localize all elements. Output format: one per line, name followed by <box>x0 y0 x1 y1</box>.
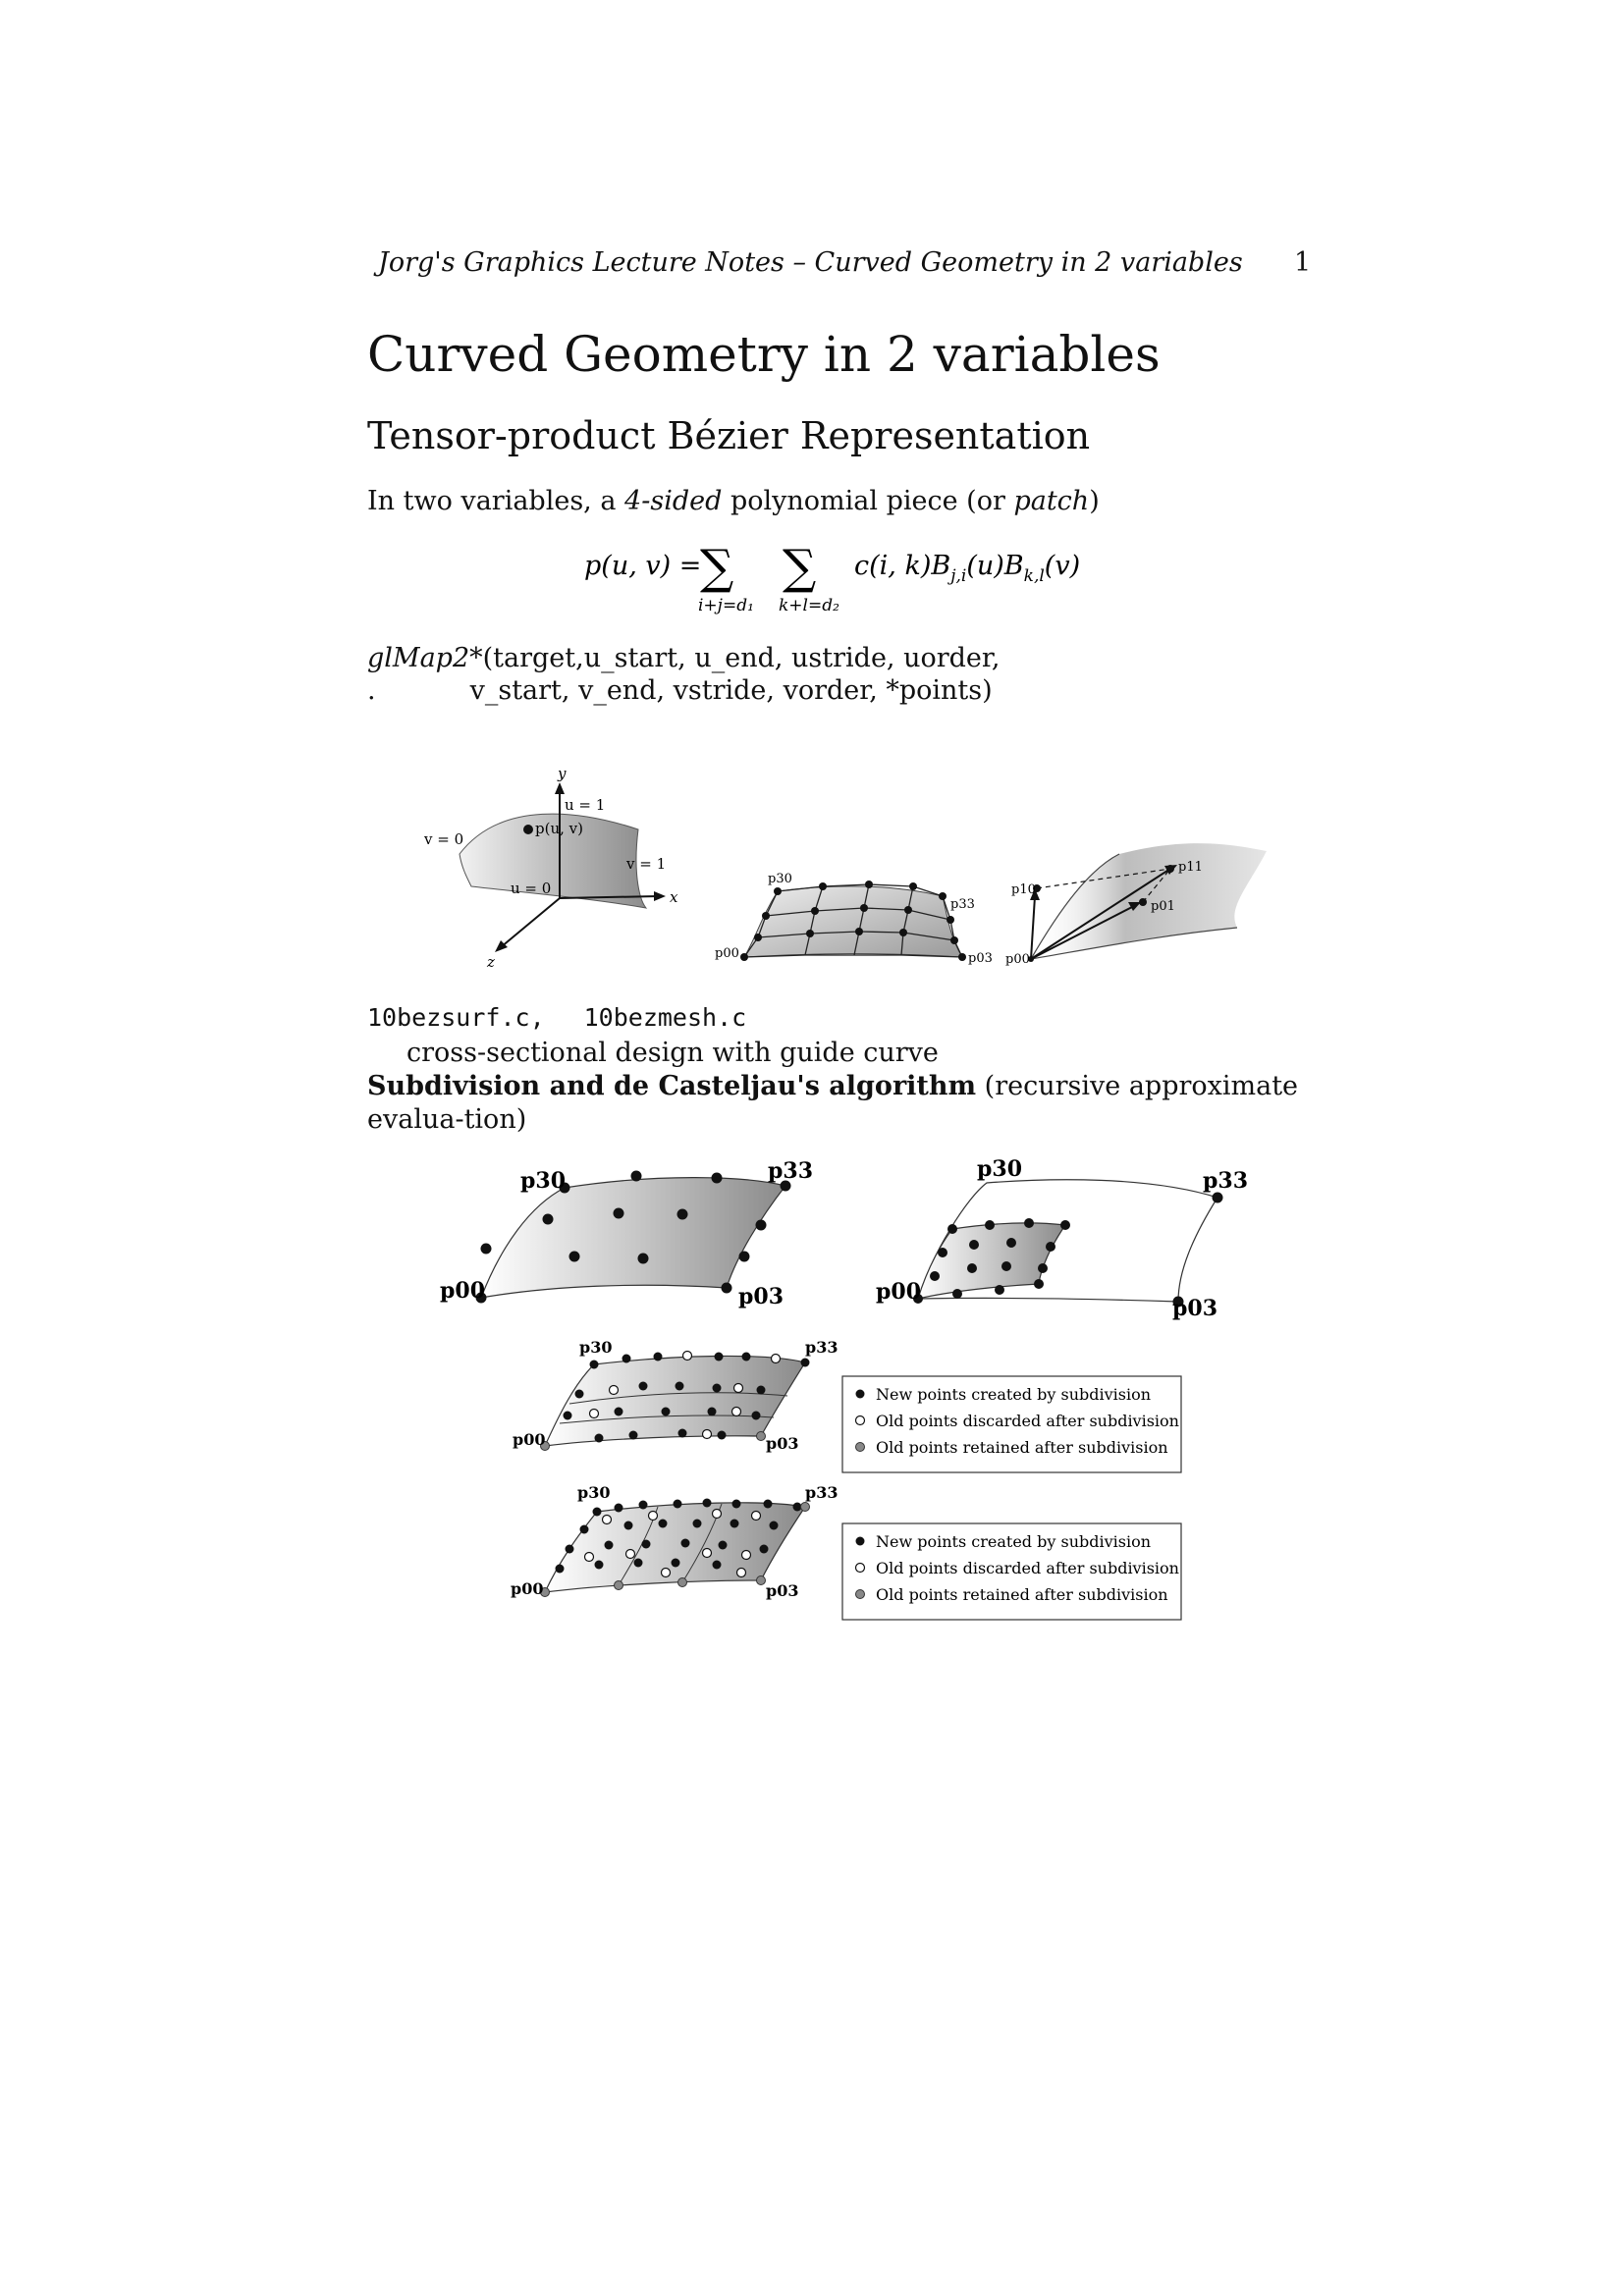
intro-paragraph: In two variables, a 4-sided polynomial piece (or patch) <box>367 486 1100 516</box>
corner-label-p03: p03 <box>1172 1296 1217 1321</box>
axis-z-label: z <box>487 953 495 971</box>
bottom-label-p03: p03 <box>766 1581 799 1600</box>
b1-subscript: j,i <box>950 566 967 586</box>
panel-subdivided-corner <box>876 1158 1248 1321</box>
label-v0: v = 0 <box>424 830 464 848</box>
legend2-discarded: Old points discarded after subdivision <box>876 1559 1179 1577</box>
running-header: Jorg's Graphics Lecture Notes – Curved Geometry in 2 variables <box>378 247 1243 278</box>
glmap2-function: glMap2* <box>367 643 483 673</box>
patch-label-p33: p33 <box>768 1158 813 1184</box>
deriv-label-p01: p01 <box>1151 899 1175 914</box>
glmap2-signature-line2: . v_start, v_end, vstride, vorder, *points) <box>367 675 993 706</box>
legend2-retained: Old points retained after subdivision <box>876 1585 1168 1604</box>
bottom-label-p30: p30 <box>577 1483 611 1502</box>
axis-y-label: y <box>558 765 567 782</box>
patch-label-p03: p03 <box>738 1284 784 1309</box>
mesh-label-p33: p33 <box>950 897 975 912</box>
glmap2-signature-line1: glMap2*(target,u_start, u_end, ustride, uorder, <box>367 643 1001 673</box>
figure-subdivision <box>422 1158 1267 1629</box>
file-10bezsurf: 10bezsurf.c, <box>367 1003 545 1032</box>
panel-derivative-sketch <box>1005 843 1267 967</box>
patch-label-p30: p30 <box>520 1168 566 1194</box>
mid-label-p00: p00 <box>513 1430 546 1449</box>
axis-x-label: x <box>670 888 678 906</box>
section-heading: Tensor-product Bézier Representation <box>367 414 1091 457</box>
corner-label-p30: p30 <box>977 1158 1022 1182</box>
mesh-label-p03: p03 <box>968 951 993 966</box>
label-u0: u = 0 <box>511 880 552 897</box>
b2-subscript: k,l <box>1023 566 1045 586</box>
emphasis-patch: patch <box>1013 486 1090 516</box>
sum-symbol-1: ∑ <box>700 542 734 595</box>
deriv-label-p00: p00 <box>1005 952 1030 967</box>
legend1-discarded: Old points discarded after subdivision <box>876 1412 1179 1430</box>
deriv-label-p10: p10 <box>1011 882 1036 897</box>
panel-subdivision-two-directions <box>511 1483 838 1600</box>
panel-patch-control-points <box>440 1158 813 1309</box>
label-puv: p(u, v) <box>535 820 583 837</box>
source-files <box>367 1003 746 1032</box>
bottom-label-p00: p00 <box>511 1579 544 1598</box>
subdivision-paragraph: Subdivision and de Casteljau's algorithm (recursive approximate evalua-tion) <box>367 1071 1299 1135</box>
label-u1: u = 1 <box>565 796 606 814</box>
b2-argument: (v) <box>1044 551 1081 581</box>
corner-label-p33: p33 <box>1203 1168 1248 1194</box>
legend1-new: New points created by subdivision <box>876 1385 1152 1404</box>
legend-subdivision-2 <box>842 1523 1181 1620</box>
page-title: Curved Geometry in 2 variables <box>367 326 1161 383</box>
mesh-label-p00: p00 <box>715 946 739 961</box>
legend2-new: New points created by subdivision <box>876 1532 1152 1551</box>
svg-text:c(i, k)Bj,i(u)Bk,l(v) <box>854 551 1080 586</box>
mid-label-p33: p33 <box>805 1338 839 1357</box>
sum1-index: i+j=d₁ <box>698 596 754 615</box>
subdivision-heading: Subdivision and de Casteljau's algorithm <box>367 1071 977 1101</box>
page-number: 1 <box>1294 247 1312 278</box>
deriv-label-p11: p11 <box>1178 860 1203 875</box>
mesh-label-p30: p30 <box>768 872 792 886</box>
panel-control-mesh <box>715 872 993 966</box>
sum2-index: k+l=d₂ <box>779 596 839 615</box>
mid-label-p30: p30 <box>579 1338 613 1357</box>
label-v1: v = 1 <box>626 855 667 873</box>
sum-symbol-2: ∑ <box>783 542 817 595</box>
formula-lhs: p(u, v) = <box>584 551 702 581</box>
formula-rhs: c(i, k)B <box>854 551 951 581</box>
b1-argument: (u)B <box>966 551 1024 581</box>
legend-subdivision-1 <box>842 1376 1181 1472</box>
panel-parametric-surface <box>423 765 678 971</box>
patch-label-p00: p00 <box>440 1278 485 1304</box>
legend1-retained: Old points retained after subdivision <box>876 1438 1168 1457</box>
emphasis-4-sided: 4-sided <box>624 486 723 516</box>
bezier-formula <box>584 542 1134 620</box>
design-description: cross-sectional design with guide curve <box>406 1038 939 1068</box>
mid-label-p03: p03 <box>766 1434 799 1453</box>
panel-subdivision-one-direction <box>513 1338 838 1453</box>
bottom-label-p33: p33 <box>805 1483 839 1502</box>
file-10bezmesh: 10bezmesh.c <box>583 1003 747 1032</box>
corner-label-p00: p00 <box>876 1279 921 1305</box>
figure-bezier-patch <box>412 761 1276 977</box>
